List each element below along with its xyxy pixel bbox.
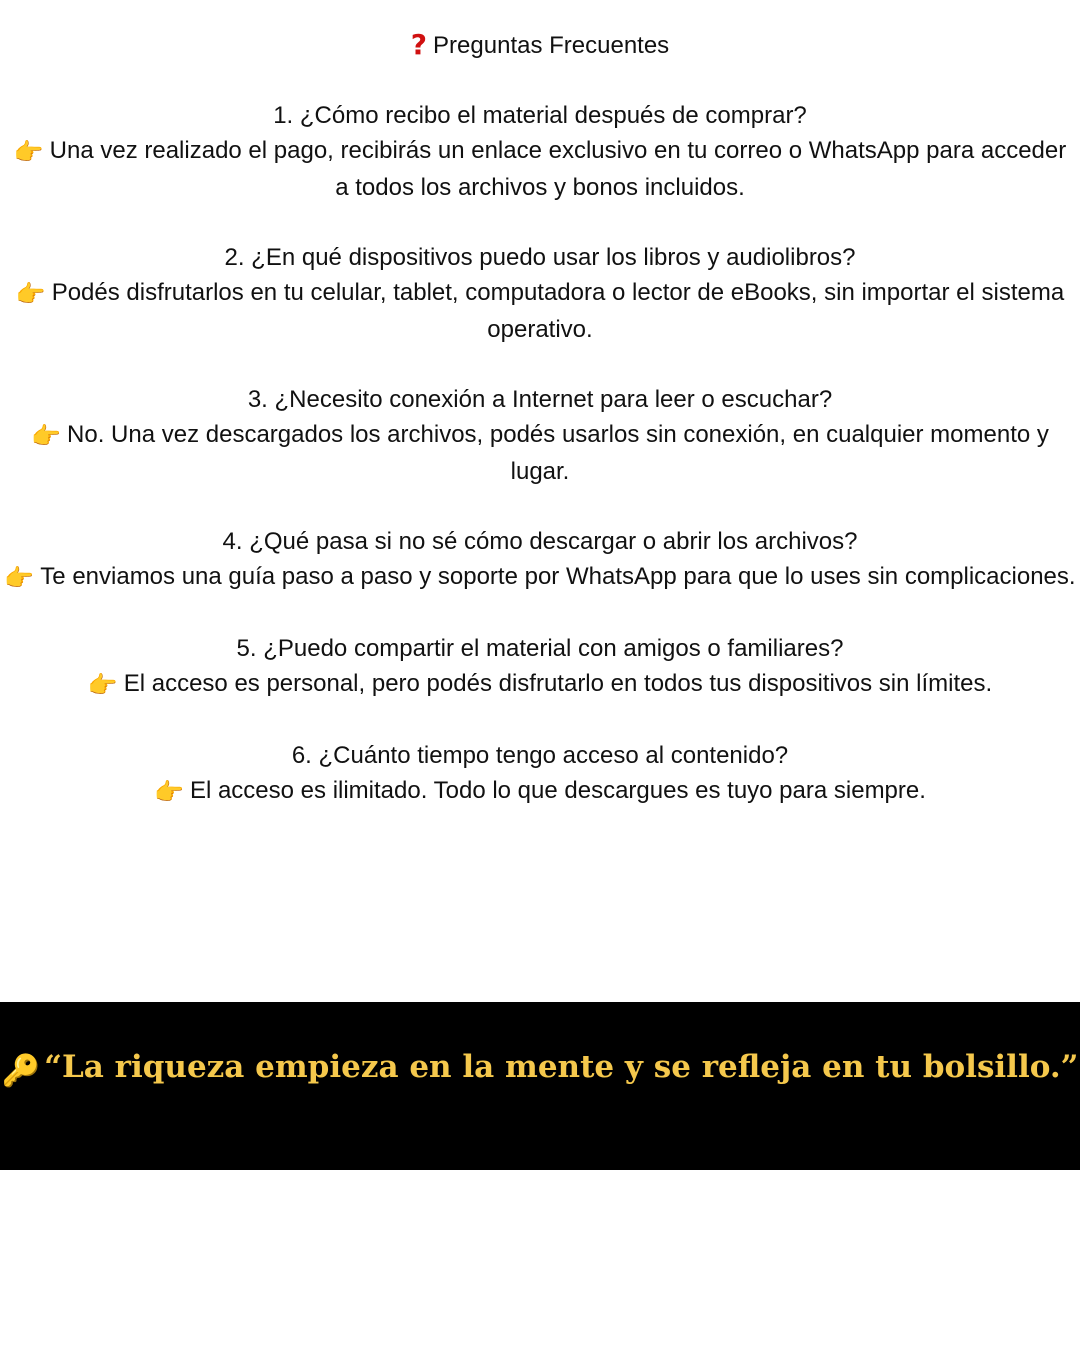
banner-quote-text: “La riqueza empieza en la mente y se refleja en tu bolsillo.” xyxy=(44,1049,1079,1085)
faq-answer xyxy=(0,275,1080,347)
faq-question: 6. ¿Cuánto tiempo tengo acceso al contenido? xyxy=(291,742,789,769)
quote-banner xyxy=(0,1002,1080,1170)
faq-question: 4. ¿Qué pasa si no sé cómo descargar o abrir los archivos? xyxy=(222,528,858,555)
faq-answer-text: No. Una vez descargados los archivos, podés usarlos sin conexión, en cualquier momento y lugar. xyxy=(67,421,1049,485)
faq-item xyxy=(0,524,1080,596)
faq-question: 2. ¿En qué dispositivos puedo usar los libros y audiolibros? xyxy=(224,244,856,271)
faq-section xyxy=(0,27,1080,810)
faq-answer xyxy=(0,773,1080,810)
faq-item xyxy=(0,382,1080,489)
faq-title xyxy=(0,27,1080,63)
faq-answer xyxy=(0,666,1080,703)
faq-answer-text: Una vez realizado el pago, recibirás un enlace exclusivo en tu correo o WhatsApp para acceder a todos los archivos y bonos incluidos. xyxy=(49,137,1067,201)
faq-item xyxy=(0,240,1080,347)
faq-title-text: Preguntas Frecuentes xyxy=(433,32,670,59)
faq-answer xyxy=(0,559,1080,596)
pointing-hand-icon: 👉 xyxy=(15,280,46,308)
faq-answer-text: Te enviamos una guía paso a paso y soporte por WhatsApp para que lo uses sin complicaciones. xyxy=(40,563,1076,590)
faq-item xyxy=(0,98,1080,205)
key-icon: 🔑 xyxy=(1,1053,41,1089)
pointing-hand-icon: 👉 xyxy=(31,422,62,450)
question-mark-icon: ? xyxy=(410,28,428,61)
pointing-hand-icon: 👉 xyxy=(154,778,184,806)
faq-item xyxy=(0,631,1080,703)
faq-answer-text: El acceso es personal, pero podés disfrutarlo en todos tus dispositivos sin límites. xyxy=(123,670,993,697)
faq-question: 5. ¿Puedo compartir el material con amigos o familiares? xyxy=(236,635,844,662)
faq-item xyxy=(0,738,1080,810)
faq-answer-text: El acceso es ilimitado. Todo lo que descargues es tuyo para siempre. xyxy=(189,777,926,804)
pointing-hand-icon: 👉 xyxy=(4,564,35,592)
faq-answer xyxy=(0,417,1080,489)
faq-question: 3. ¿Necesito conexión a Internet para leer o escuchar? xyxy=(247,386,833,413)
banner-quote xyxy=(0,1043,1080,1095)
pointing-hand-icon: 👉 xyxy=(87,671,118,699)
faq-answer-text: Podés disfrutarlos en tu celular, tablet, computadora o lector de eBooks, sin importar el sistema operativo. xyxy=(51,279,1065,343)
faq-question: 1. ¿Cómo recibo el material después de comprar? xyxy=(273,102,807,129)
pointing-hand-icon: 👉 xyxy=(13,138,44,166)
faq-answer xyxy=(0,133,1080,205)
